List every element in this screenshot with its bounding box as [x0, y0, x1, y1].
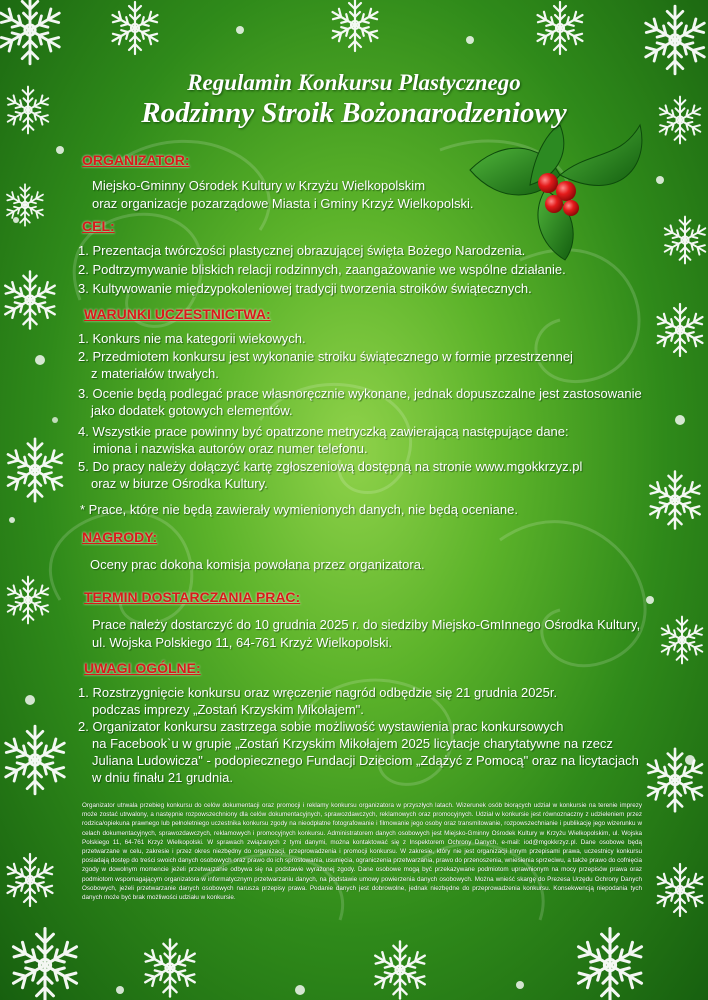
uwagi-line: Juliana Ludowicza" - podopiecznego Fundacji Dzieciom „Zdążyć z Pomocą" oraz na licytacjach [92, 753, 639, 768]
cel-line: 2. Podtrzymywanie bliskich relacji rodzinnych, zaangażowanie we wspólne działanie. [78, 262, 566, 277]
uwagi-line: na Facebook`u w grupie „Zostań Krzyskim Mikołajem 2025 licytacje charytatywne na rzecz [92, 736, 613, 751]
heading-warunki: WARUNKI UCZESTNICTWA: [84, 306, 271, 322]
heading-organizator: ORGANIZATOR: [82, 152, 190, 168]
cel-line: 3. Kultywowanie międzypokoleniowej tradycji tworzenia stroików świątecznych. [78, 281, 532, 296]
uwagi-line: 2. Organizator konkursu zastrzega sobie możliwość wystawienia prac konkursowych [78, 719, 564, 734]
title-line-2: Rodzinny Stroik Bożonarodzeniowy [141, 97, 567, 129]
warunki-line: 2. Przedmiotem konkursu jest wykonanie stroiku świątecznego w formie przestrzennej [78, 349, 573, 364]
warunki-line: 3. Ocenie będą podlegać prace własnoręcznie wykonane, jednak dopuszczalne jest zastosowanie [78, 386, 642, 401]
cel-line: 1. Prezentacja twórczości plastycznej obrazującej święta Bożego Narodzenia. [78, 243, 526, 258]
nagrody-line: Oceny prac dokona komisja powołana przez organizatora. [90, 557, 425, 572]
heading-nagrody: NAGRODY: [82, 529, 158, 545]
warunki-line: z materiałów trwałych. [91, 366, 219, 381]
warunki-line: 1. Konkurs nie ma kategorii wiekowych. [78, 331, 306, 346]
heading-uwagi: UWAGI OGÓLNE: [84, 660, 201, 676]
uwagi-line: podczas imprezy „Zostań Krzyskim Mikołajem". [92, 702, 364, 717]
heading-termin: TERMIN DOSTARCZANIA PRAC: [84, 589, 301, 605]
termin-line: Prace należy dostarczyć do 10 grudnia 2025 r. do siedziby Miejsko-GmInnego Ośrodka Kultury, [92, 617, 641, 632]
title-line-1: Regulamin Konkursu Plastycznego [187, 70, 521, 95]
organizator-line: oraz organizacje pozarządowe Miasta i Gminy Krzyż Wielkopolski. [92, 196, 474, 211]
warunki-line: 5. Do pracy należy dołączyć kartę zgłoszeniową dostępną na stronie www.mgokkrzyz.pl [78, 459, 583, 474]
warunki-line: 4. Wszystkie prace powinny być opatrzone metryczką zawierającą następujące dane: [78, 424, 569, 439]
uwagi-line: 1. Rozstrzygnięcie konkursu oraz wręczenie nagród odbędzie się 21 grudnia 2025r. [78, 685, 558, 700]
heading-cel: CEL: [82, 218, 115, 234]
uwagi-line: w dniu finału 21 grudnia. [92, 770, 233, 785]
warunki-line: oraz w biurze Ośrodka Kultury. [91, 476, 268, 491]
warunki-line: jako dodatek gotowych elementów. [91, 403, 293, 418]
warunki-note: * Prace, które nie będą zawierały wymienionych danych, nie będą oceniane. [80, 502, 518, 517]
warunki-line: imiona i nazwiska autorów oraz numer telefonu. [93, 441, 368, 456]
termin-line: ul. Wojska Polskiego 11, 64-761 Krzyż Wielkopolski. [92, 635, 393, 650]
fine-print-rodo: Organizator utrwala przebieg konkursu do celów dokumentacji oraz promocji i reklamy konkursu organizatora w przyszłych latach. Wizerunek osób biorących udział w konkursie na terenie imprezy może zostać utrwalony, a następnie rozpowszechniony dla celów dokumentacyjnych, sprawozdawczych, reklamowych oraz promocyjnych. Udział w konkursie jest równoznaczny z udzieleniem przez rodzica/opiekuna prawnego lub pełnoletniego uczestnika konkursu zgody na nieodpłatne fotografowanie i filmowanie jego osoby oraz transmitowanie, rozpowszechnianie i publikację jego wizerunku w celach dokumentacyjnych, sprawozdawczych, reklamowych i promocyjnych konkursu. Administratorem danych osobowych jest Miejsko-Gminny Ośrodek Kultury w Krzyżu Wielkopolskim, ul. Wojska Polskiego 11, 64-761 Krzyż Wielkopolski. W sprawach związanych z tymi danymi, można kontaktować się z Inspektorem Ochrony Danych, e-mail: iod@mgokkrzyz.pl. Dane osobowe będą przetwarzane w celu, zakresie i przez okres niezbędny do organizacji, przeprowadzenia i promocji konkursu. W zakresie, który nie jest organizacji innym przepisami prawa, uczestnicy konkursu posiadają dostęp do treści swoich danych osobowych oraz prawo do ich sprostowania, usunięcia, ograniczenia przetwarzania, prawo do przenoszenia, wniesienia sprzeciwu, a także prawo do cofnięcia zgody w dowolnym momencie jeżeli przetwarzanie odbywa się na podstawie wyrażonej zgody. Dane osobowe mogą być przekazywane podmiotom uprawnionym na mocy przepisów prawa oraz podmiotom wspomagającym organizatora w informatycznym przetwarzaniu danych, na podstawie umowy powierzenia danych osobowych. Można wnieść skargę do Prezesa Urzędu Ochrony Danych Osobowych, jeżeli przetwarzanie danych osobowych narusza przepisy prawa. Podanie danych jest dobrowolne, jednak niezbędne do przeprowadzenia konkursu. Konsekwencją niepodania tych danych może być brak możliwości udziału w konkursie. [82, 802, 642, 902]
organizator-line: Miejsko-Gminny Ośrodek Kultury w Krzyżu Wielkopolskim [92, 178, 426, 193]
